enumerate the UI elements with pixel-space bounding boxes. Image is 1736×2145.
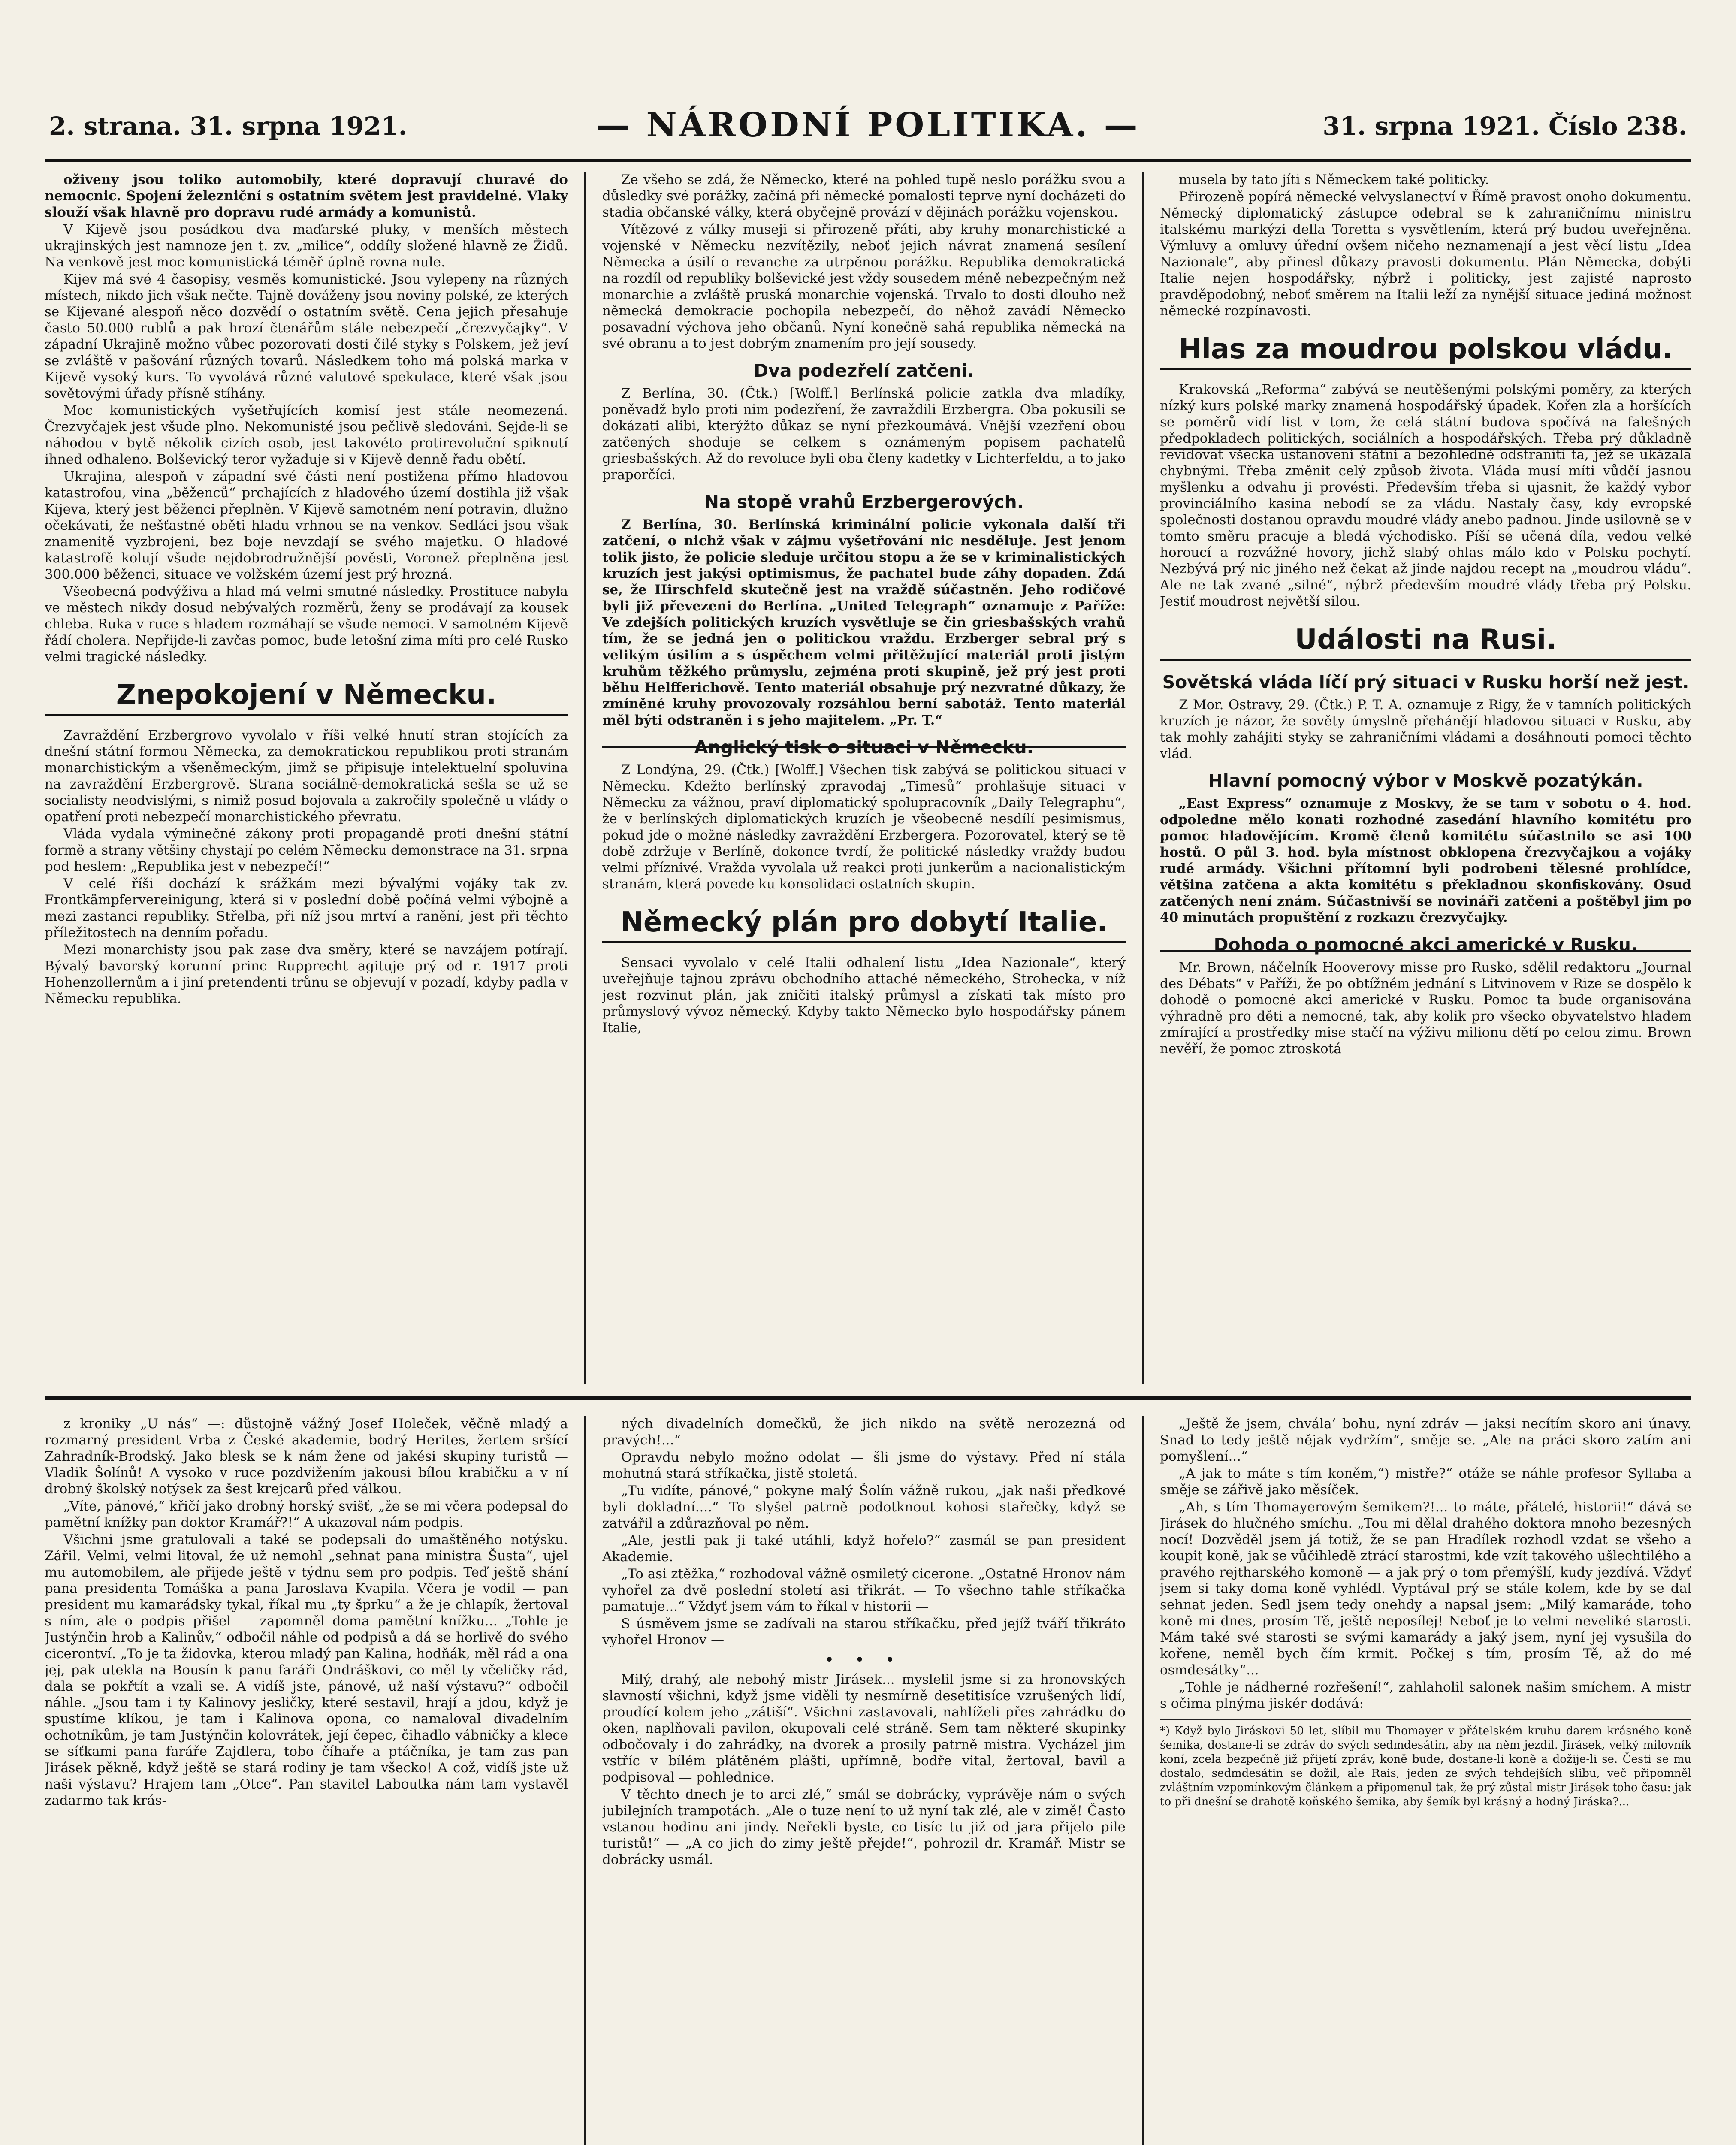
feuilleton-paragraph: Milý, drahý, ale nebohý mistr Jirásek... myslelil jsme si za hronovských slavností všichni, když jsme viděli ty nesmírně desetitisíce vzrušených lidí, proudící kolem jeho „zátiší“. Všichni zastavovali, nahlíželi přes zahrádku do oken, naplňovali pavilon, okupovali celé stráně. Sem tam některé skupinky odbočovaly i do zahrádky, na dvorek a prosily patrně mistra. Vycházel jim vstříc v bílém plátěném plášti, upřímně, bodře vital, žertoval, bavil a podpisoval — pohlednice. — [602, 1672, 1126, 1785]
feuilleton-paragraph: Všichni jsme gratulovali a také se podepsali do umaštěného notýsku. Zářil. Velmi, velmi litoval, že už nemohl „sehnat pana ministra Šusta“, ujel mu automobilem, ale přijede ještě v týdnu sem pro podpis. Teď ještě shání pana presidenta Tomáška a pana Jaroslava Kvapila. Včera je vodil — pan president mu kamarádsky tykal, říkal mu „ty šprku“ a že je chlapík, žertoval s ním, ale o podpis přišel — zapomněl doma pamětní knížku... „Tohle je Justýnčin hrob a Kalinův,“ odbočil náhle od podpisů a dá se horlivě do svého cicerontví. „To je ta židovka, kterou mladý pan Kalina, hodňák, měl rád a ona jej, pak utekla na Bousín k panu faráři Ondráškovi, co měl ty včeličky rád, dala se pokřtít a vzali se. A vidíš jste, pánové, už naší výstavu?“ odbočil náhle. „Jsou tam i ty Kalinovy jesličky, které sestavil, hrají a jdou, když je spustíme klíkou, je tam i Kalinova opona, co namaloval divadelním ochotníkům, je tam Justýnčin kolovrátek, její čepec, čihadlo vábničky a klece se síťkami pana faráře Zajdlera, tobo číhaře a ptáčníka, je tam zas pan Jirásek pěkně, když ještě se stará rodiny je tam všecko! A což, vidíš jste už naši výstavu? Hrajem tam „Otce“. Pan stavitel Laboutka nám tam vystavěl zadarmo tak krás- — [45, 1532, 568, 1808]
newspaper-page — [45, 30, 1691, 2145]
article-paragraph: Sensaci vyvolalo v celé Italii odhalení listu „Idea Nazionale“, který uveřejňuje tajnou zprávu obchodního attaché německého, Strohecka, v níž jest rozvinut plán, jak zničiti italský průmysl a získati tak místo pro průmyslový vývoz německý. Kdyby takto Německo bylo hospodářsky pánem Italie, — [602, 955, 1126, 1036]
header-page-date: 2. strana. 31. srpna 1921. — [49, 112, 407, 141]
article-paragraph: musela by tato jíti s Německem také politicky. — [1179, 172, 1489, 187]
article-paragraph: Všeobecná podvýživa a hlad má velmi smutné následky. Prostituce nabyla ve městech nikdy dosud nebývalých rozměrů, ženy se prodávají za kousek chleba. Ruka v ruce s hladem rozmáhají se všude nemoci. V samotném Kijevě řádí cholera. Nepřijde-li zavčas pomoc, bude letošní zima míti pro celé Rusko velmi tragické následky. — [45, 584, 568, 665]
article-paragraph: Z Mor. Ostravy, 29. (Čtk.) P. T. A. oznamuje z Rigy, že v tamních politických kruzích je názor, že sověty úmyslně přehánějí hladovou situaci v Rusku, aby tak mohly zahájiti styky se zahraničními vládami a dosáhnouti pomoci těchto vlád. — [1160, 697, 1691, 761]
header-issue-number: 31. srpna 1921. Číslo 238. — [1322, 112, 1687, 141]
feuilleton-paragraph: Opravdu nebylo možno odolat — šli jsme do výstavy. Před ní stála mohutná stará stříkačka, jistě stoletá. — [602, 1450, 1126, 1481]
article-paragraph: Kijev má své 4 časopisy, vesměs komunistické. Jsou vylepeny na různých místech, nikdo jich však nečte. Tajně dováženy jsou noviny polské, ze kterých se Kijevané alespoň něco dozvědí o ostatním světě. Cena jejich přesahuje často 50.000 rublů a pak hrozí čtenářům stále nebezpečí „črezvyčajky“. V západní Ukrajině možno vůbec pozorovati dosti čilé styky s Polskem, jež jeví se zvláště v pašování různých tovarů. Následkem toho má polská marka v Kijevě vysoký kurs. To vyvolává různé valutové spekulace, které však jsou sovětovými úřady přísně stíhány. — [45, 272, 568, 401]
feuilleton-paragraph: „Ah, s tím Thomayerovým šemikem?!... to máte, přátelé, historii!“ dává se Jirásek do hlučného smíchu. „Tou mi dělal drahého doktora mnoho bezesných nocí! Dozvěděl jsem já totiž, že se pan Hradílek rozhodl vzdat se všeho a koupit koně, jak se vůčihledě ztrácí starostmi, kde vzít takového ušlechtilého a pravého rejtharského komoně — a jak prý o tom přemýšlí, kudy jezdívá. Vždyť jsem si taky doma koně vyhlédl. Vyptával prý se stále kolem, kde by se dal sehnat jeden. Sedl jsem tedy onehdy a napsal jsem: „Milý kamaráde, toho koně mi dnes, prosím Tě, ještě neposílej! Neboť je to velmi neveliké starosti. Mám také své starosti se svými kamarády a jaký jsem, nyní jej vysušila do kořene, neměl bych čím krmit. Počkej s tím, prosím Tě, až do mé osmdesátky“... — [1160, 1499, 1691, 1678]
footnote: *) Když bylo Jiráskovi 50 let, slíbil mu Thomayer v přátelském kruhu darem krásného koně šemika, dostane-li se zdráv do svých sedmdesátin, aby na něm jezdil. Jirásek, velký milovník koní, zcela bezpečně již přijetí zpráv, koně bude, dostane-li koně a dožije-li se. Česti se mu dostalo, sedmdesátin se dožil, ale Rais, jeden ze svých tehdejších slibu, več připomněl zvláštním vzpomínkovým článkem a připomenul tak, že prý zůstal mistr Jirásek toho času: jak to při dnešní se drahotě koňského šemika, aby šemík byl krásný a hodný Jiráska?... — [1160, 1719, 1691, 1809]
article-paragraph: Zavraždění Erzbergrovo vyvolalo v říši velké hnutí stran stojících za dnešní státní formou Německa, za demokratickou republikou proti stranám monarchistickým a všeněmeckým, jimž se připisuje intelektuelní spoluvina na zavraždění Erzbergrově. Strana sociálně-demokratická sešla se už se socialisty neodvislými, s nimiž posud bojovala a zakročily společně u vlády o opatření proti nebezpečí monarchistického převratu. — [45, 728, 568, 825]
article-paragraph: Vítězové z války museji si přirozeně přáti, aby kruhy monarchistické a vojenské v Německu nezvítězily, neboť jejich návrat znamená sesílení Německa a úsilí o revanche za utrpěnou porážku. Republika demokratická na rozdíl od republiky bolševické jest vždy sousedem méně nebezpečným než monarchie a zvláště pruská monarchie vojenská. Trvalo to dosti dlouho než německá demokracie pochopila nebezpečí, do něhož zavádí Německo posavadní výchova jeho občanů. Nyní konečně sahá republika německá na své obranu a to jest dobrým znamením pro její sousedy. — [602, 222, 1126, 351]
page-header — [45, 103, 1691, 162]
feuilleton-rule — [45, 1396, 1691, 1400]
feuilleton-paragraph: „A jak to máte s tím koněm,“) mistře?“ otáže se náhle profesor Syllaba a směje se zářivě jako měsíček. — [1160, 1466, 1691, 1498]
column-rule — [584, 1416, 586, 2145]
headline-two-suspects: Dva podezřelí zatčeni. — [754, 360, 974, 381]
headline-erzberger-murderers: Na stopě vrahů Erzbergerových. — [704, 492, 1024, 512]
article-paragraph: V celé říši dochází k srážkám mezi bývalými vojáky tak zv. Frontkämpfervereinigung, která si v poslední době počíná velmi výbojně a mezi zastanci republiky. Střelba, při níž jsou mrtví a ranění, jest při těchto příležitostech na denním pořadu. — [45, 876, 568, 940]
section-separator-dots: • • • — [825, 1652, 903, 1668]
column-1 — [45, 172, 568, 1384]
feuilleton-paragraph: „Ještě že jsem, chvála‘ bohu, nyní zdráv — jaksi necítím skoro ani únavy. Snad to tedy ještě nějak vydržím“, směje se. „Ale na práci skoro zatím ani pomyšlení...“ — [1160, 1416, 1691, 1464]
headline-american-aid: Dohoda o pomocné akci americké v Rusku. — [1214, 934, 1638, 955]
masthead-title: — NÁRODNÍ POLITIKA. — — [596, 106, 1140, 145]
headline-polish-government: Hlas za moudrou polskou vládu. — [1160, 334, 1691, 370]
feuilleton-paragraph: „Ale, jestli pak ji také utáhli, když hořelo?“ zasmál se pan president Akademie. — [602, 1533, 1126, 1565]
column-rule — [1142, 1416, 1144, 2145]
feuilleton-paragraph: z kroniky „U nás“ —: důstojně vážný Josef Holeček, věčně mladý a rozmarný president Vrba z České akademie, bodrý Herites, žertem sršící Zahradník-Brodský. Jako blesk se k nám žene od jakési skupiny turistů — Vladik Šolínů! A vysoko v ruce pozdvižením jakousi bílou krabičku a v ní drobný školský notýsek za šest krejcarů před válkou. — [45, 1416, 568, 1497]
feuilleton-column-1 — [45, 1416, 568, 2145]
article-paragraph: Přirozeně popírá německé velvyslanectví v Římě pravost onoho dokumentu. Německý diplomatický zástupce odebral se k zahraničnímu ministru italskému markýzi della Toretta s vysvětlením, která prý budou uveřejněna. Výmluvy a omluvy úřední ovšem ničeho neznamenají a jest věcí listu „Idea Nazionale“, aby přinesl důkazy pravosti dokumentu. Plán Německa, dobýti Italie nejen hospodářsky, nýbrž i politicky, jest zajisté naprosto pravděpodobný, neboť směrem na Italii leží za nynější situace jediná možnost německé rozpínavosti. — [1160, 189, 1691, 319]
article-paragraph: Z Londýna, 29. (Čtk.) [Wolff.] Všechen tisk zabývá se politickou situací v Německu. Kdežto berlínský zpravodaj „Timesů“ prohlašuje situaci v Německu za vážnou, praví diplomatický spolupracovník „Daily Telegraphu“, že v berlínských diplomatických kruzích je všeobecně nesdílí pesimismus, pokud jde o možné následky zavraždění Erzbergera. Pozorovatel, který se tě době zdržuje v Berlíně, dokonce tvrdí, že politické následky vraždy budou velmi příznivé. Vražda vyvolala už reakci proti junkerům a nacionalistickým stranám, která povede ku konsolidaci ostatních skupin. — [602, 762, 1126, 892]
article-paragraph: Z Berlína, 30. Berlínská kriminální policie vykonala další tři zatčení, o nichž však v zájmu vyšetřování nic nesděluje. Jest jenom tolik jisto, že policie sleduje určitou stopu a že se v kriminalistických kruzích jest jakýsi optimismus, že pachatel bude záhy dopaden. Zdá se, že Hirschfeld skutečně jest na vraždě súčastněn. Jeho rodičové byli již převezeni do Berlína. „United Telegraph“ oznamuje z Paříže: Ve zdejších politických kruzích vysvětluje se čin griesbašských vrahů tím, že se jedná jen o politickou vraždu. Erzberger sebral prý s velikým úsilím a s úspěchem velmi přitěžující materiál proti jistým kruhům těžkého průmyslu, zejména proti skupině, jež prý jest proti běhu Helfferichově. Tento materiál obsahuje prý nezvratné důkazy, že zmíněné kruhy provozovaly rozsáhlou berní sabotáž. Tento materiál měl býti odstraněn i s jeho majitelem. „Pr. T.“ — [602, 517, 1126, 728]
subheadline-soviet-government: Sovětská vláda líčí prý situaci v Rusku horší než jest. — [1162, 672, 1689, 692]
feuilleton-column-2 — [602, 1416, 1126, 2145]
headline-moscow-committee: Hlavní pomocný výbor v Moskvě pozatýkán. — [1208, 770, 1643, 791]
feuilleton-paragraph: „To asi ztěžka,“ rozhodoval vážně osmiletý cicerone. „Ostatně Hronov nám vyhořel za dvě poslední století asi třikrát. — To všechno tahle stříkačka pamatuje...“ Vždyť jsem vám to říkal v historii — — [602, 1566, 1126, 1614]
feuilleton-paragraph: „Tohle je nádherné rozřešení!“, zahlaholil salonek našim smíchem. A mistr s očima plnýma jiskér dodává: — [1160, 1680, 1691, 1711]
article-paragraph: „East Express“ oznamuje z Moskvy, že se tam v sobotu o 4. hod. odpoledne mělo konati rozhodné zasedání hlavního komitétu pro pomoc hladovějícím. Kromě členů komitétu súčastnilo se asi 100 hostů. O půl 3. hod. byla místnost obklopena črezvyčajkou a vojáky rudé armády. Všichni přítomní byli podrobeni tělesné prohlídce, většina zatčena a akta komitétu s překladnou skonfiskovány. Osud zatčených není znám. Súčastnivší se novináři zatčeni a poštěbyl jim po 40 minutách propuštění z rozkazu črezvyčajky. — [1160, 796, 1691, 925]
column-2 — [602, 172, 1126, 1384]
article-paragraph: Mr. Brown, náčelník Hooverovy misse pro Rusko, sdělil redaktoru „Journal des Débats“ v Paříži, že po obtížném jednání s Litvinovem v Rize se dospělo k dohodě o pomocné akci americké v Rusku. Pomoc ta bude organisována výhradně pro děti a nemocné, tak, aby kolik pro všecko obyvatelstvo hladem zmírající a prostředky mise stačí na výživu milionu dětí po celou zimu. Brown nevěří, že pomoc ztroskotá — [1160, 960, 1691, 1057]
article-paragraph: oživeny jsou toliko automobily, které dopravují churavé do nemocnic. Spojení železniční s ostatním světem jest pravidelné. Vlaky slouží však hlavně pro dopravu rudé armády a komunistů. — [45, 172, 568, 220]
feuilleton-paragraph: S úsměvem jsme se zadívali na starou stříkačku, před jejíž tváří třikráto vyhořel Hronov — — [602, 1616, 1126, 1648]
feuilleton-paragraph: ných divadelních domečků, že jich nikdo na světě nerozezná od pravých!...“ — [602, 1416, 1126, 1448]
article-paragraph: Ukrajina, alespoň v západní své části není postižena přímo hladovou katastrofou, vina „běženců“ prchajících z hladového území dostihla již však Kijeva, který jest běženci přeplněn. V Kijevě samotném není potravin, dlužno očekávati, že nešťastné oběti hladu vrhnou se na venkov. Sedláci jsou však znamenitě vyzbrojeni, bez boje nevzdají se svého majetku. O hladové katastrofě kolují všude nejdobrodružnější pověsti, Voronež přeplněna jest 300.000 běženci, situace ve volžském území jest prý hrozná. — [45, 469, 568, 582]
column-rule — [1142, 172, 1144, 1384]
article-paragraph: Mezi monarchisty jsou pak zase dva směry, které se navzájem potírají. Bývalý bavorský korunní princ Rupprecht agituje prý od r. 1917 proti Hohenzollernům a i jiní pretendenti trůnu se objevují v pozadí, kdyby padla v Německu republika. — [45, 942, 568, 1006]
article-paragraph: Ze všeho se zdá, že Německo, které na pohled tupě neslo porážku svou a důsledky své porážky, začíná při německé pomalosti teprve nyní docházeti do stadia občanské války, která obyčejně provází v dějinách porážku vojenskou. — [602, 172, 1126, 220]
headline-germany-unrest: Znepokojení v Německu. — [45, 680, 568, 716]
article-paragraph: V Kijevě jsou posádkou dva maďarské pluky, v menších městech ukrajinských jest namnoze jen t. zv. „milice“, oddíly složené hlavně ze Židů. Na venkově jest moc komunistická téměř úplně rovna nule. — [45, 222, 568, 270]
article-paragraph: Vláda vydala výminečné zákony proti propagandě proti dnešní státní formě a strany většiny chystají po celém Německu demonstrace na 31. srpna pod heslem: „Republika jest v nebezpečí!“ — [45, 826, 568, 874]
feuilleton-paragraph: V těchto dnech je to arci zlé,“ smál se dobrácky, vyprávěje nám o svých jubilejních trampotách. „Ale o tuze není to už nyní tak zlé, ale v zimě! Často vstanou hodinu ani jindy. Neřekli byste, co tisíc tu již od jara přijelo pile turistů!“ — „A co jich do zimy ještě přejde!“, pohrozil dr. Kramář. Mistr se dobrácky usmál. — [602, 1787, 1126, 1867]
headline-english-press: Anglický tisk o situaci v Německu. — [694, 737, 1034, 758]
feuilleton-paragraph: „Tu vidíte, pánové,“ pokyne malý Šolín vážně rukou, „jak naši předkové byli dokladní....“ To slyšel patrně podotknout kohosi stařečky, když se zatvářil a zdůrazňoval po něm. — [602, 1483, 1126, 1531]
article-paragraph: Moc komunistických vyšetřujících komisí jest stále neomezená. Črezvyčajek jest všude plno. Nekomunisté jsou pečlivě sledováni. Sejde-li se náhodou v bytě několik cizích osob, jest takovéto protirevoluční spiknutí ihned odhaleno. Bolševický teror vyžaduje si v Kijevě denně řadu obětí. — [45, 403, 568, 467]
column-3 — [1160, 172, 1691, 1384]
column-rule — [584, 172, 586, 1384]
headline-events-in-russia: Události na Rusi. — [1160, 624, 1691, 661]
article-paragraph: Z Berlína, 30. (Čtk.) [Wolff.] Berlínská policie zatkla dva mladíky, poněvadž bylo proti nim podezření, že zavraždili Erzbergra. Oba pokusili se dokázati alibi, kterýžto důkaz se nyní přezkoumává. Vnější vzezření obou zatčených shoduje se celkem s oznámeným popisem pachatelů griesbašských. Až do revoluce byli oba členy kadetky v Lichterfeldu, a to jako praporčíci. — [602, 386, 1126, 483]
feuilleton-paragraph: „Víte, pánové,“ křičí jako drobný horský svišť, „že se mi včera podepsal do pamětní knížky pan doktor Kramář?!“ A ukazoval nám podpis. — [45, 1498, 568, 1530]
feuilleton-column-3 — [1160, 1416, 1691, 2145]
article-paragraph: Krakovská „Reforma“ zabývá se neutěšenými polskými poměry, za kterých nízký kurs polské marky znamená hospodářský úpadek. Kořen zla a horšících se poměrů vidí list v tom, že celá státní budova spočívá na falešných předpokladech politických, sociálních a hospodářských. Třeba prý důkladně revidovat všecka ustanovení státní a bezohledně odstraniti ta, jež se ukázala chybnými. Třeba změnit celý způsob života. Vláda musí míti vůdčí jasnou myšlenku a odvahu ji provésti. Především třeba si ujasnit, že každý vybor provinciálního kasina nebodí se za vládu. Nastaly časy, kdy evropské společnosti dostanou opravdu moudré vlády anebo padnou. Jinde usilovně se v tomto směru pracuje a bledá východisko. Píší se učená díla, vedou velké horoucí a rozvážné hovory, jichž slabý ohlas málo kdo v Polsku pochytí. Nezbývá prý nic jiného než čekat až jinde najdou recept na „moudrou vládu“. Ale ne tak zvané „silné“, nýbrž především moudré vlády třeba prý Polsku. Jestiť moudrost největší silou. — [1160, 382, 1691, 609]
headline-german-plan-italy: Německý plán pro dobytí Italie. — [602, 907, 1126, 943]
